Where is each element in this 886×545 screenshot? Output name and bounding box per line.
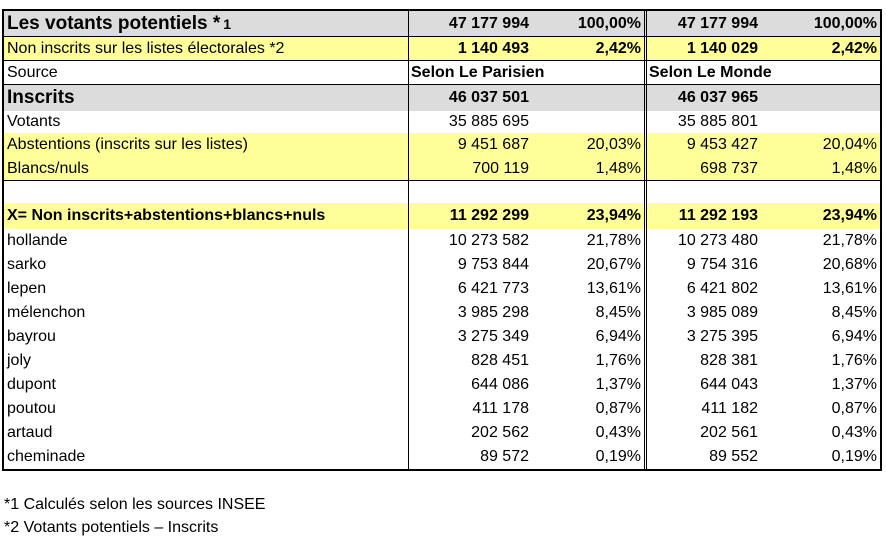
candidate-count-monde: 828 381: [644, 349, 764, 373]
inscrits-pct-parisien: [535, 85, 644, 111]
footnote-2: *2 Votants potentiels – Inscrits: [4, 519, 219, 536]
abstentions-label: Abstentions (inscrits sur les listes): [4, 133, 409, 157]
header-pct-monde: 100,00%: [813, 14, 877, 32]
spacer-cell: [764, 181, 880, 203]
candidate-pct-monde: 0,19%: [831, 448, 877, 465]
candidate-count-parisien: 3 985 298: [457, 304, 529, 321]
footnote-1: *1 Calculés selon les sources INSEE: [4, 496, 266, 513]
x-total-pct-monde: 23,94%: [822, 207, 877, 224]
candidate-row: [4, 349, 880, 373]
candidate-row: [4, 229, 880, 253]
candidate-pct-parisien: 1,37%: [595, 376, 641, 393]
candidate-pct-parisien: 20,67%: [586, 256, 641, 273]
inscrits-label: Inscrits: [4, 85, 409, 111]
candidate-pct-parisien: 1,76%: [595, 352, 641, 369]
x-total-count-monde: 11 292 193: [644, 203, 764, 229]
candidate-count-monde: 10 273 480: [644, 229, 764, 253]
candidate-count-parisien: 411 178: [472, 400, 529, 417]
non-inscrits-count-parisien: 1 140 493: [457, 39, 529, 57]
candidate-pct-monde: 21,78%: [822, 232, 877, 249]
abstentions-pct-parisien: 20,03%: [586, 136, 641, 153]
source-label: Source: [4, 61, 409, 84]
spacer-cell: [535, 181, 644, 203]
candidate-count-monde: 3 985 089: [644, 301, 764, 325]
spacer-row: [4, 181, 880, 203]
source-parisien: Selon Le Parisien: [411, 63, 545, 81]
inscrits-count-monde: 46 037 965: [644, 85, 764, 111]
candidate-name: bayrou: [4, 325, 409, 349]
spacer-cell: [644, 181, 764, 203]
source-row: [4, 61, 880, 85]
non-inscrits-row: [4, 37, 880, 61]
non-inscrits-label: Non inscrits sur les listes électorales *2: [4, 37, 409, 60]
candidate-count-parisien: 89 572: [480, 448, 529, 465]
candidate-name: artaud: [4, 421, 409, 445]
candidate-name: joly: [4, 349, 409, 373]
candidate-count-parisien: 10 273 582: [448, 232, 529, 249]
header-label-cell: [4, 11, 409, 36]
inscrits-pct-monde: [764, 85, 880, 111]
candidate-count-monde: 9 754 316: [644, 253, 764, 277]
header-pct-parisien: 100,00%: [577, 14, 641, 32]
votants-pct-parisien: [535, 111, 644, 133]
candidate-count-parisien: 828 451: [471, 352, 529, 369]
candidate-pct-monde: 6,94%: [831, 328, 877, 345]
non-inscrits-pct-parisien: 2,42%: [595, 39, 641, 57]
candidate-name: dupont: [4, 373, 409, 397]
x-total-pct-parisien: 23,94%: [586, 207, 641, 224]
candidate-row: [4, 301, 880, 325]
spacer-cell: [409, 181, 535, 203]
x-total-label: X= Non inscrits+abstentions+blancs+nuls: [4, 203, 409, 229]
candidate-count-monde: 3 275 395: [644, 325, 764, 349]
inscrits-row: [4, 85, 880, 111]
x-total-count-parisien: 11 292 299: [449, 207, 529, 224]
source-monde: Selon Le Monde: [644, 61, 880, 84]
candidate-row: [4, 373, 880, 397]
blancs-row: [4, 157, 880, 181]
candidate-row: [4, 421, 880, 445]
candidate-row: [4, 325, 880, 349]
candidate-pct-parisien: 13,61%: [586, 280, 641, 297]
candidate-row: [4, 445, 880, 469]
abstentions-pct-monde: 20,04%: [822, 136, 877, 153]
candidate-name: poutou: [4, 397, 409, 421]
votants-label: Votants: [4, 111, 409, 133]
x-total-row: [4, 203, 880, 229]
abstentions-count-parisien: 9 451 687: [457, 136, 529, 153]
candidate-name: sarko: [4, 253, 409, 277]
candidate-pct-monde: 1,37%: [831, 376, 877, 393]
candidate-row: [4, 253, 880, 277]
votants-count-monde: 35 885 801: [644, 111, 764, 133]
candidate-pct-parisien: 6,94%: [595, 328, 641, 345]
non-inscrits-count-monde: 1 140 029: [644, 37, 764, 60]
candidate-count-monde: 202 561: [644, 421, 764, 445]
abstentions-row: [4, 133, 880, 157]
header-label-suffix: 1: [223, 15, 232, 32]
candidate-count-parisien: 202 562: [471, 424, 529, 441]
candidate-count-monde: 644 043: [644, 373, 764, 397]
candidate-count-monde: 89 552: [644, 445, 764, 469]
candidate-pct-monde: 1,76%: [831, 352, 877, 369]
inscrits-count-parisien: 46 037 501: [448, 89, 529, 106]
candidate-count-monde: 411 182: [644, 397, 764, 421]
election-table: [2, 9, 882, 471]
footnotes: [4, 493, 265, 539]
blancs-label: Blancs/nuls: [4, 157, 409, 180]
candidate-pct-monde: 8,45%: [831, 304, 877, 321]
blancs-pct-monde: 1,48%: [831, 159, 877, 177]
header-row: [4, 11, 880, 37]
candidate-pct-monde: 20,68%: [822, 256, 877, 273]
votants-row: [4, 111, 880, 133]
candidate-pct-monde: 13,61%: [822, 280, 877, 297]
candidate-name: hollande: [4, 229, 409, 253]
candidate-pct-parisien: 8,45%: [595, 304, 641, 321]
candidate-count-parisien: 644 086: [471, 376, 529, 393]
candidate-name: lepen: [4, 277, 409, 301]
header-label: Les votants potentiels *: [7, 12, 221, 34]
candidate-pct-parisien: 21,78%: [586, 232, 641, 249]
candidate-row: [4, 277, 880, 301]
header-count-monde: 47 177 994: [644, 11, 764, 36]
non-inscrits-pct-monde: 2,42%: [831, 39, 877, 57]
candidate-pct-parisien: 0,87%: [595, 400, 641, 417]
candidate-count-parisien: 3 275 349: [457, 328, 529, 345]
candidate-pct-monde: 0,43%: [831, 424, 877, 441]
candidate-row: [4, 397, 880, 421]
votants-count-parisien: 35 885 695: [448, 113, 529, 130]
candidate-count-monde: 6 421 802: [644, 277, 764, 301]
header-count-parisien: 47 177 994: [448, 14, 529, 32]
candidate-count-parisien: 6 421 773: [457, 280, 529, 297]
candidate-pct-parisien: 0,43%: [595, 424, 641, 441]
blancs-count-parisien: 700 119: [472, 159, 529, 177]
candidate-name: mélenchon: [4, 301, 409, 325]
candidate-pct-monde: 0,87%: [831, 400, 877, 417]
votants-pct-monde: [764, 111, 880, 133]
candidate-pct-parisien: 0,19%: [595, 448, 641, 465]
blancs-pct-parisien: 1,48%: [595, 159, 641, 177]
candidate-count-parisien: 9 753 844: [457, 256, 529, 273]
candidate-name: cheminade: [4, 445, 409, 469]
abstentions-count-monde: 9 453 427: [644, 133, 764, 157]
spacer-label: [4, 181, 409, 203]
blancs-count-monde: 698 737: [644, 157, 764, 180]
